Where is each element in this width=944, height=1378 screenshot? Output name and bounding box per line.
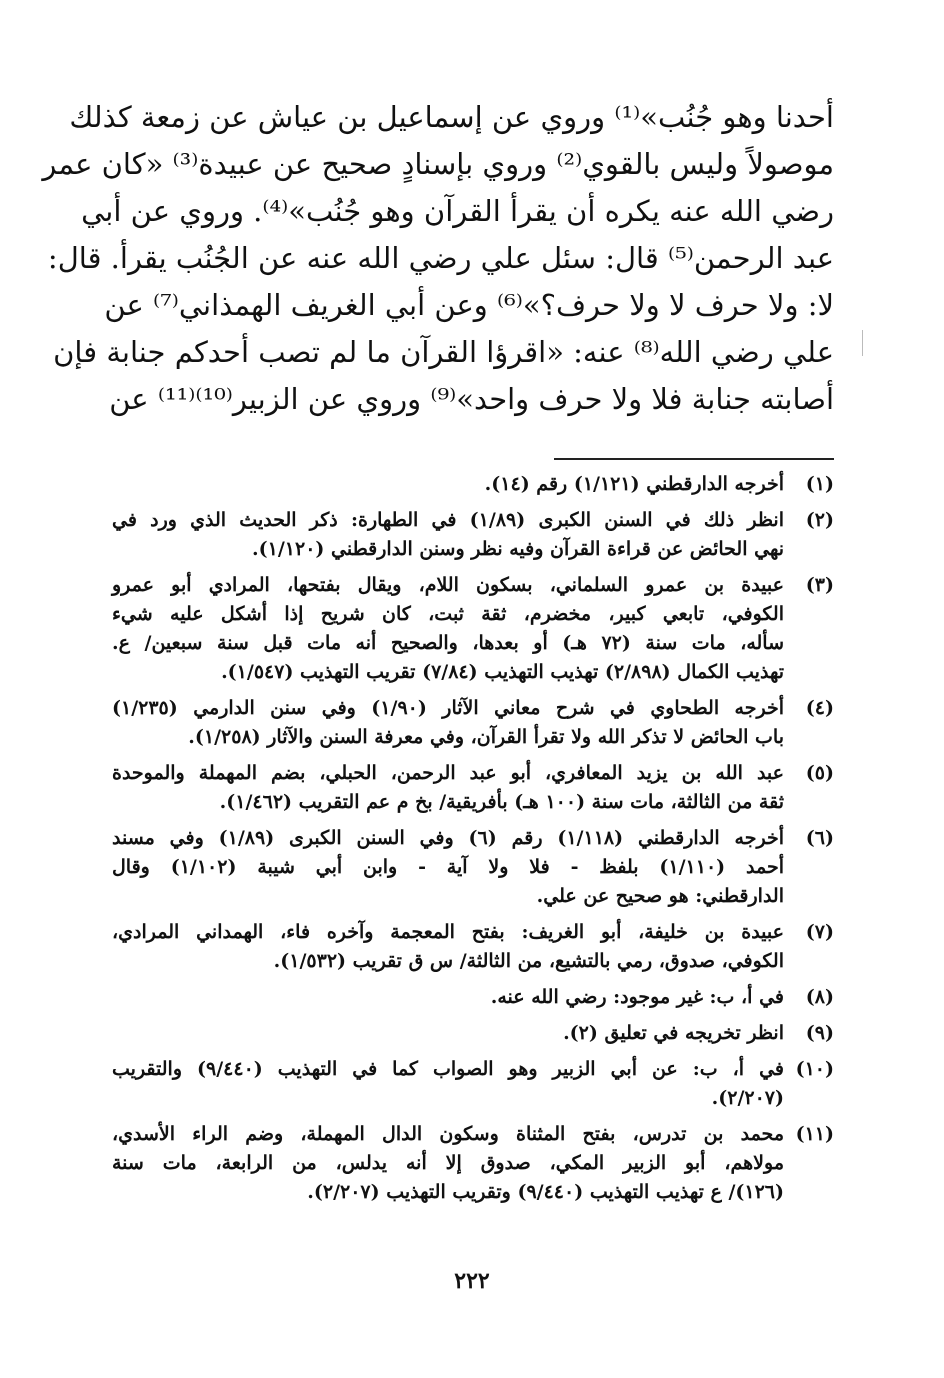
footnote-2 [112, 506, 834, 564]
footnote-text: انظر ذلك في السنن الكبرى (١/٨٩) في الطهارة: ذكر الحديث الذي ورد في نهي الحائض عن قراءة القرآن وفيه نظر وسنن الدارقطني (١/١٢٠). [112, 509, 784, 560]
footnote-4 [112, 694, 834, 752]
footnote-number: (١) [805, 473, 834, 495]
scan-edge-mark [862, 330, 863, 356]
footnote-3 [112, 571, 834, 687]
footnote-number: (٤) [805, 697, 834, 719]
footnote-number: (٦) [805, 827, 834, 849]
footnote-text: أخرجه الدارقطني (١/١١٨) رقم (٦) وفي السنن الكبرى (١/٨٩) وفي مسند أحمد (١/١١٠) بلفظ - فلا ولا آية - وابن أبي شيبة (١/١٠٢) وقال الدارقطني: هو صحيح عن علي. [112, 827, 784, 907]
footnote-number: (٧) [805, 921, 834, 943]
footnote-8 [112, 983, 834, 1012]
footnote-text: محمد بن تدرس، بفتح المثناة وسكون الدال المهملة، وضم الراء الأسدي، مولاهم، أبو الزبير المكي، صدوق إلا أنه يدلس، من الرابعة، مات سنة (١٢٦)/ ع تهذيب التهذيب (٩/٤٤٠) وتقريب التهذيب (٢/٢٠٧). [112, 1123, 784, 1203]
footnote-1 [112, 470, 834, 499]
footnote-text: أخرجه الطحاوي في شرح معاني الآثار (١/٩٠) وفي سنن الدارمي (١/٢٣٥) باب الحائض لا تذكر الله ولا تقرأ القرآن، وفي معرفة السنن والآثار (١/٢٥٨). [112, 697, 784, 748]
main-text-line: رضي الله عنه يكره أن يقرأ القرآن وهو جُنُب»⁽⁴⁾. وروي عن أبي [81, 194, 834, 228]
main-text-line: لا: ولا حرف لا ولا حرف؟»⁽⁶⁾ وعن أبي الغريف الهمذاني⁽⁷⁾ عن [104, 288, 834, 322]
footnote-10 [112, 1055, 834, 1113]
main-text-line: عبد الرحمن⁽⁵⁾ قال: سئل علي رضي الله عنه عن الجُنُب يقرأ. قال: [47, 241, 834, 275]
footnote-number: (٣) [805, 574, 834, 596]
footnote-number: (٨) [805, 986, 834, 1008]
main-text-line: علي رضي الله⁽⁸⁾ عنه: «اقرؤا القرآن ما لم تصب أحدكم جنابة فإن [53, 335, 834, 369]
footnote-separator [554, 458, 834, 460]
footnote-6 [112, 824, 834, 911]
main-text-line: أصابته جنابة فلا ولا حرف واحد»⁽⁹⁾ وروي عن الزبير⁽¹⁰⁾⁽¹¹⁾ عن [109, 382, 834, 416]
footnotes-section [112, 470, 834, 1214]
footnote-5 [112, 759, 834, 817]
footnote-text: في أ، ب: غير موجود: رضي الله عنه. [490, 986, 784, 1008]
footnote-number: (٥) [805, 762, 834, 784]
footnote-text: أخرجه الدارقطني (١/١٢١) رقم (١٤). [484, 473, 784, 495]
footnote-text: في أ، ب: عن أبي الزبير وهو الصواب كما في التهذيب (٩/٤٤٠) والتقريب (٢/٢٠٧). [112, 1058, 784, 1109]
footnote-text: عبد الله بن يزيد المعافري، أبو عبد الرحمن، الحبلي، بضم المهملة والموحدة ثقة من الثالثة، مات سنة (١٠٠ هـ) بأفريقية/ بخ م عم التقريب (١/٤٦٢). [112, 762, 784, 813]
footnote-9 [112, 1019, 834, 1048]
footnote-number: (٢) [805, 509, 834, 531]
footnote-11 [112, 1120, 834, 1207]
footnote-number: (١٠) [795, 1058, 834, 1080]
page-number: ٢٢٢ [454, 1268, 490, 1294]
main-text-block [42, 94, 834, 423]
footnote-number: (١١) [795, 1123, 834, 1145]
footnote-text: عبيدة بن خليفة، أبو الغريف: بفتح المعجمة وآخره فاء، الهمداني المرادي، الكوفي، صدوق، رمي بالتشيع، من الثالثة/ س ق تقريب (١/٥٣٢). [112, 921, 784, 972]
footnote-number: (٩) [805, 1022, 834, 1044]
footnote-text: عبيدة بن عمرو السلماني، بسكون اللام، ويقال بفتحها، المرادي أبو عمرو الكوفي، تابعي كبير، مخضرم، ثقة ثبت، كان شريح إذا أشكل عليه شيء سأله، مات سنة (٧٢ هـ) أو بعدها، والصحيح أنه مات قبل سنة سبعين/ ع. تهذيب الكمال (٢/٨٩٨) تهذيب التهذيب (٧/٨٤) تقريب التهذيب (١/٥٤٧). [112, 574, 785, 683]
main-text-line: أحدنا وهو جُنُب»⁽¹⁾ وروي عن إسماعيل بن عياش عن زمعة كذلك [69, 100, 834, 134]
footnote-7 [112, 918, 834, 976]
main-text-line: موصولاً وليس بالقوي⁽²⁾ وروي بإسنادٍ صحيح عن عبيدة⁽³⁾ «كان عمر [42, 147, 834, 181]
footnote-text: انظر تخريجه في تعليق (٢). [563, 1022, 784, 1044]
